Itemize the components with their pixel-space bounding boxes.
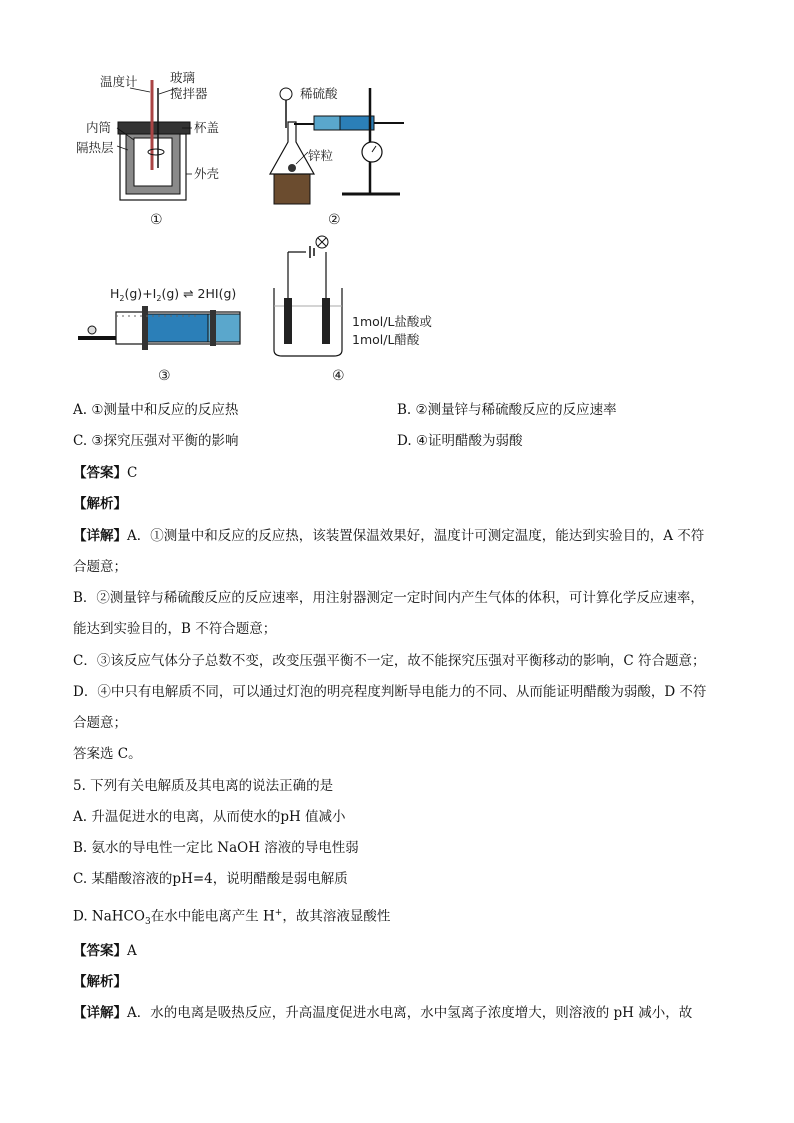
label-stirrer-1: 玻璃 (170, 70, 196, 85)
conductivity-figure (274, 236, 432, 384)
q4-option-a: A. ①测量中和反应的反应热 (73, 402, 239, 418)
label-zinc: 锌粒 (308, 148, 334, 163)
q5-answer-value: A (127, 943, 137, 959)
fig2-number: ② (328, 212, 341, 228)
q4-detail-line-7: 合题意； (73, 715, 127, 731)
q4-detail-line-2: 合题意； (73, 559, 127, 575)
q5-option-a: A. 升温促进水的电离，从而使水的pH 值减小 (73, 809, 346, 825)
fig4-number: ④ (332, 368, 345, 384)
label-insulation: 隔热层 (76, 140, 114, 155)
fig4-label-1: 1mol/L盐酸或 (352, 314, 432, 329)
q5-stem: 5. 下列有关电解质及其电离的说法正确的是 (73, 778, 334, 794)
q4-detail-label: 【详解】 (73, 528, 127, 544)
q4-answer-value: C (127, 465, 138, 481)
q4-detail-line-8: 答案选 C。 (73, 746, 142, 762)
q4-detail-line-1: 【详解】A．①测量中和反应的反应热，该装置保温效果好，温度计可测定温度，能达到实验目的，A 不符 (73, 528, 705, 544)
q5-detail-line-1: 【详解】A．水的电离是吸热反应，升高温度促进水电离，水中氢离子浓度增大，则溶液的 pH 减小，故 (73, 1005, 693, 1021)
label-thermometer: 温度计 (100, 74, 138, 89)
experiment-figures (70, 58, 490, 388)
q4-answer-label: 【答案】 (73, 465, 127, 481)
q5-option-d: D. NaHCO$_3$在水中能电离产生 H+，故其溶液显酸性 (73, 908, 391, 928)
q5-analysis-label: 【解析】 (73, 974, 127, 990)
fig4-label-2: 1mol/L醋酸 (352, 332, 420, 347)
q4-option-d: D. ④证明醋酸为弱酸 (397, 433, 523, 449)
q5-answer (73, 941, 137, 961)
q4-option-c: C. ③探究压强对平衡的影响 (73, 433, 239, 449)
q4-detail-line-6: D．④中只有电解质不同，可以通过灯泡的明亮程度判断导电能力的不同、从而能证明醋酸为弱酸，D 不符 (73, 684, 707, 700)
q4-analysis-label: 【解析】 (73, 496, 127, 512)
label-acid: 稀硫酸 (300, 86, 338, 101)
rate-apparatus-figure (270, 86, 404, 228)
q5-answer-label: 【答案】 (73, 943, 127, 959)
q5-option-b: B. 氨水的导电性一定比 NaOH 溶液的导电性弱 (73, 840, 359, 856)
fig3-number: ③ (158, 368, 171, 384)
q4-detail-line-3: B．②测量锌与稀硫酸反应的反应速率，用注射器测定一定时间内产生气体的体积，可计算化学反应速率， (73, 590, 704, 606)
reaction-equation: $H_2(g)+I_2(g)$ ⇌ 2HI(g) (110, 286, 237, 303)
label-lid: 杯盖 (194, 120, 220, 135)
calorimeter-figure (76, 70, 220, 228)
label-shell: 外壳 (194, 166, 220, 181)
apparatus-diagrams (70, 58, 490, 388)
q4-detail-line-4: 能达到实验目的，B 不符合题意； (73, 621, 277, 637)
q5-option-c: C. 某醋酸溶液的pH=4，说明醋酸是弱电解质 (73, 871, 348, 887)
syringe-figure (78, 286, 240, 384)
q4-answer (73, 463, 137, 483)
q5-detail-label: 【详解】 (73, 1005, 127, 1021)
q4-option-b: B. ②测量锌与稀硫酸反应的反应速率 (397, 402, 617, 418)
fig1-number: ① (150, 212, 163, 228)
q4-detail-line-5: C．③该反应气体分子总数不变，改变压强平衡不一定，故不能探究压强对平衡移动的影响，C 符合题意； (73, 653, 706, 669)
label-stirrer-2: 搅拌器 (170, 86, 208, 101)
label-inner: 内筒 (86, 120, 112, 135)
